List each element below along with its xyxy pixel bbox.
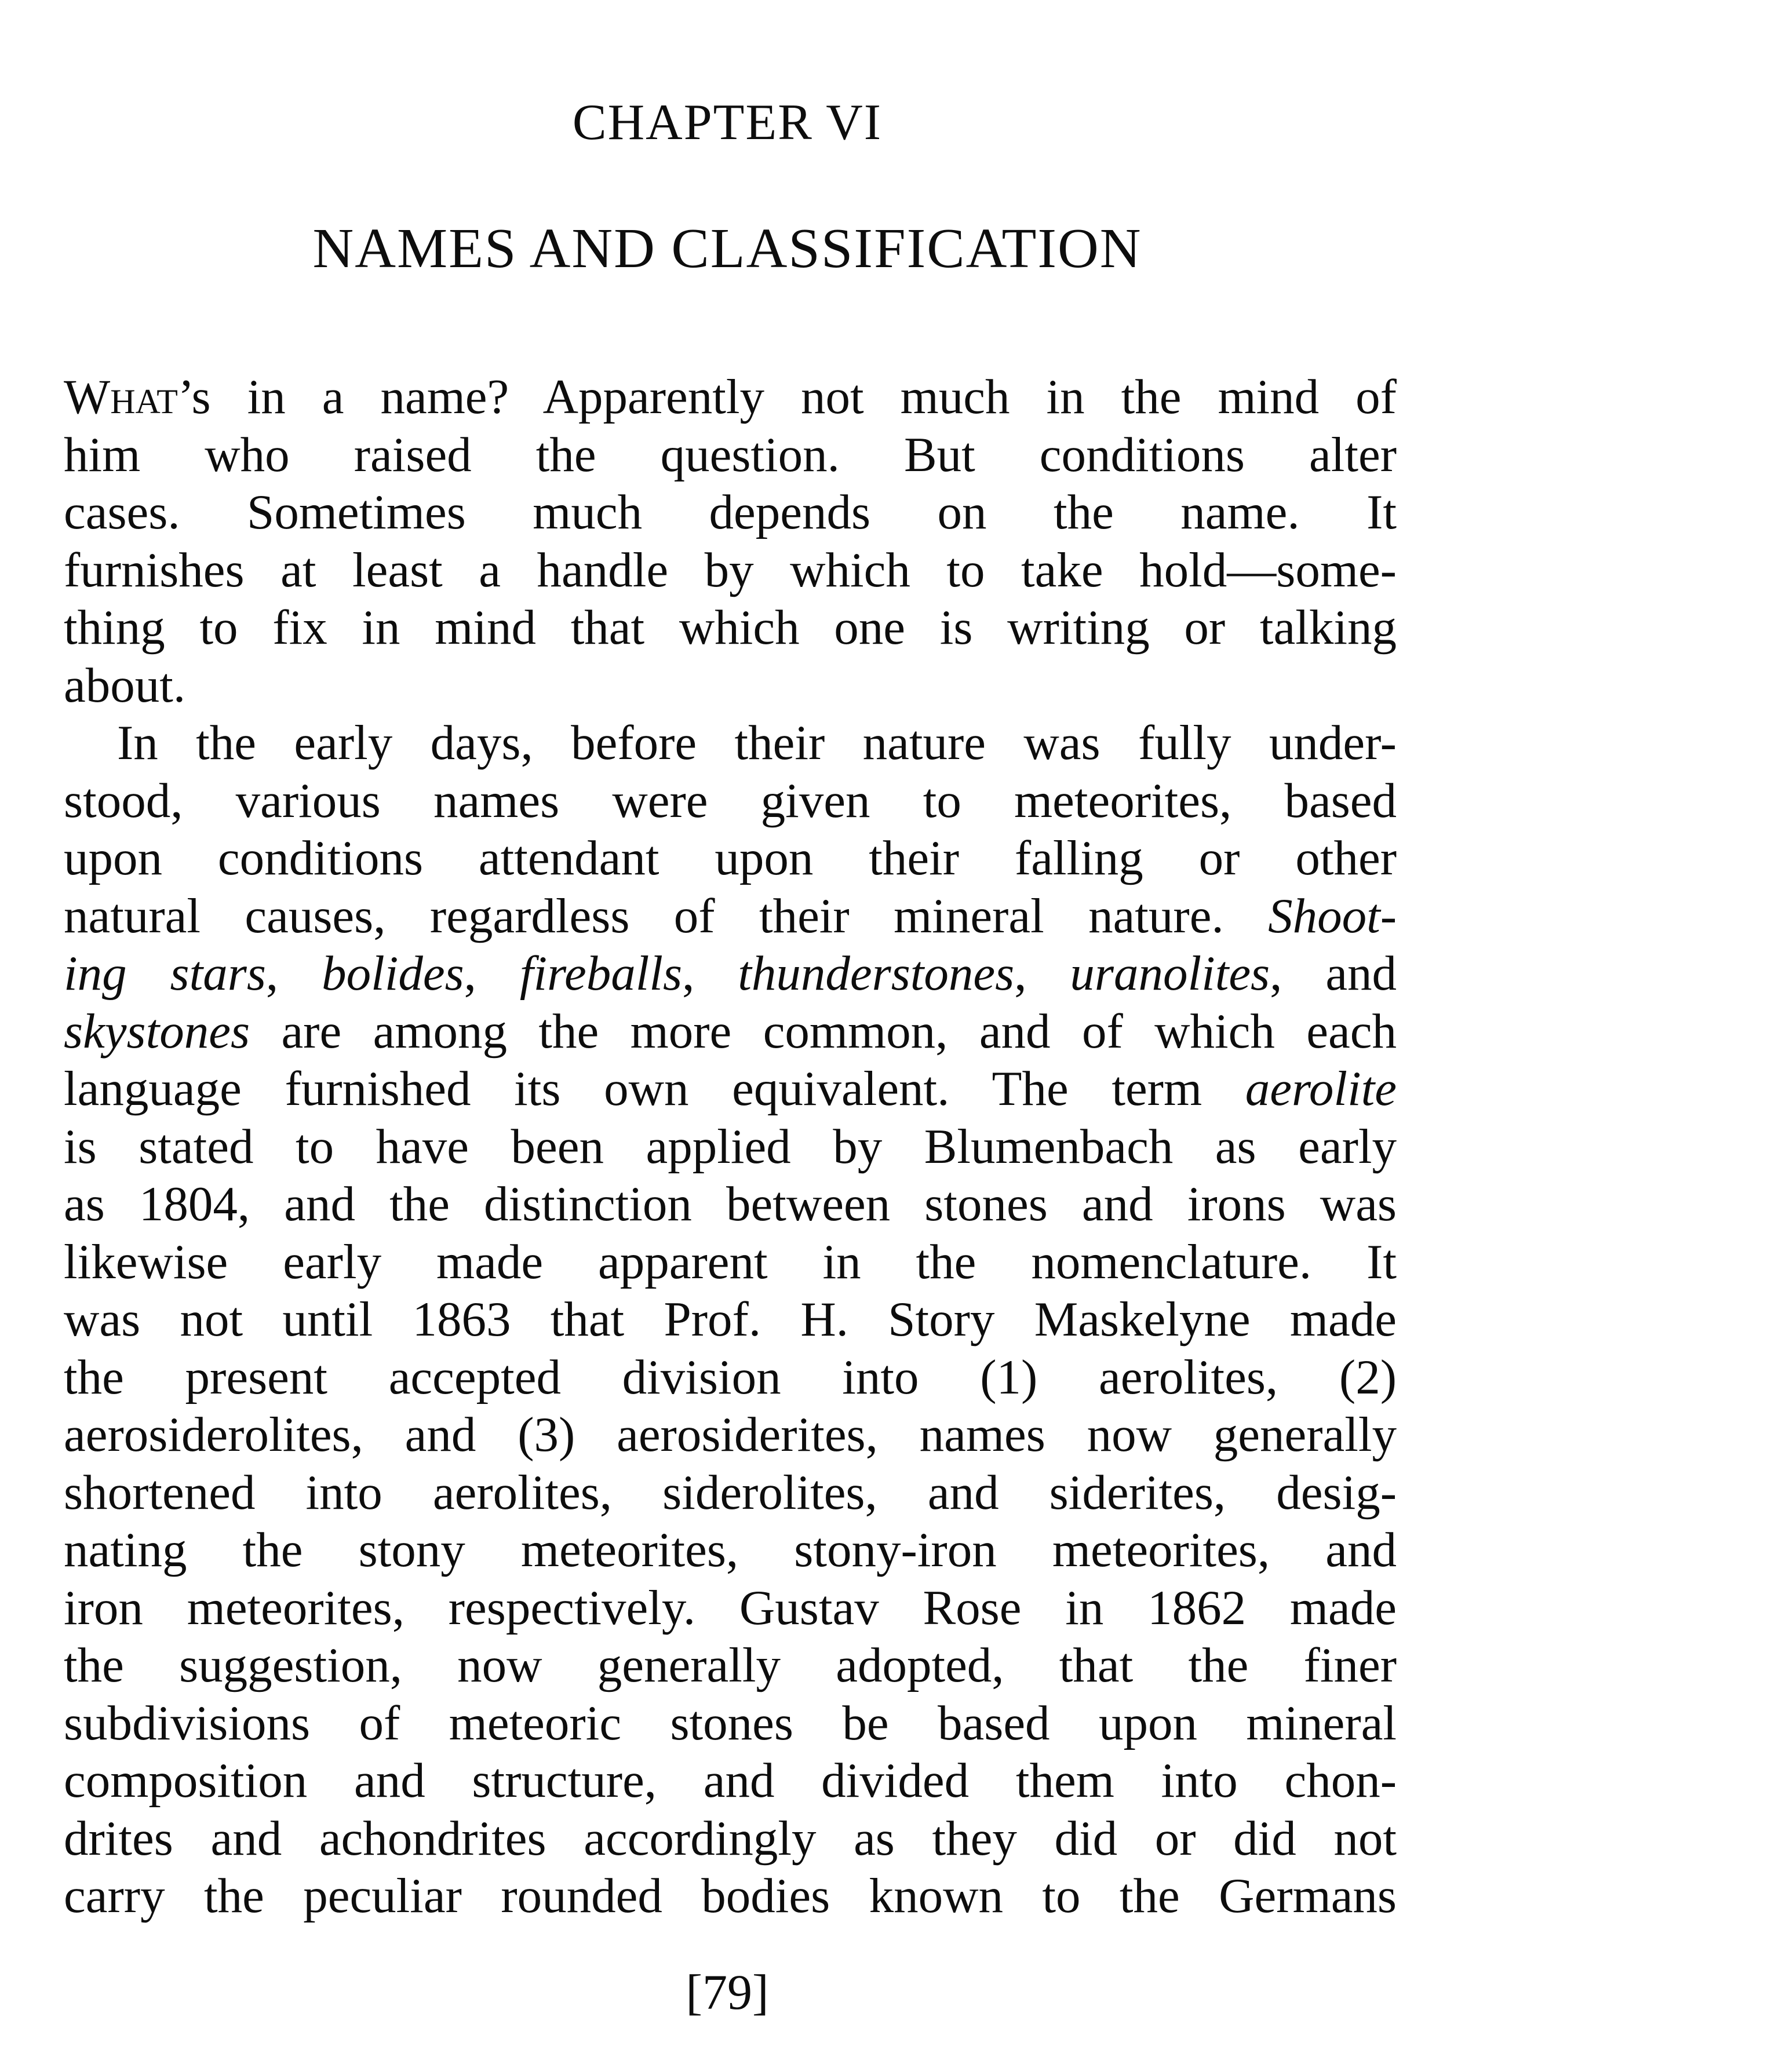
text-line: furnishes at least a handle by which to take hold—some- [64, 542, 1397, 597]
text-line: drites and achondrites accordingly as they did or did not [64, 1811, 1397, 1866]
chapter-label: CHAPTER VI [572, 94, 883, 151]
text-line: In the early days, before their nature was fully under- [117, 716, 1397, 770]
text-line: is stated to have been applied by Blumenbach as early [64, 1119, 1397, 1174]
text-line: thing to fix in mind that which one is writing or talking [64, 600, 1397, 655]
text-line: iron meteorites, respectively. Gustav Rose in 1862 made [64, 1580, 1397, 1635]
text-line: skystones are among the more common, and of which each [64, 1004, 1397, 1059]
text-line: language furnished its own equivalent. The term aerolite [64, 1061, 1397, 1116]
text-line: aerosiderolites, and (3) aerosiderites, names now generally [64, 1407, 1397, 1462]
text-line: stood, various names were given to meteorites, based [64, 773, 1397, 828]
page-number: [79] [686, 1964, 769, 2020]
text-line: shortened into aerolites, siderolites, and siderites, desig- [64, 1465, 1397, 1520]
text-line: as 1804, and the distinction between stones and irons was [64, 1177, 1397, 1231]
text-line: nating the stony meteorites, stony-iron meteorites, and [64, 1523, 1397, 1577]
text-line: carry the peculiar rounded bodies known to the Germans [64, 1869, 1397, 1923]
text-line: likewise early made apparent in the nomenclature. It [64, 1234, 1397, 1289]
text-line: upon conditions attendant upon their falling or other [64, 831, 1397, 885]
text-line: him who raised the question. But conditions alter [64, 427, 1397, 482]
text-line: composition and structure, and divided them into chon- [64, 1753, 1397, 1808]
text-line: subdivisions of meteoric stones be based upon mineral [64, 1695, 1397, 1750]
text-line: ing stars, bolides, fireballs, thunderstones, uranolites, and [64, 946, 1397, 1001]
body-text [64, 369, 1397, 1925]
text-line: was not until 1863 that Prof. H. Story Maskelyne made [64, 1292, 1397, 1347]
chapter-title: NAMES AND CLASSIFICATION [312, 217, 1142, 280]
text-line: cases. Sometimes much depends on the name. It [64, 485, 1397, 539]
text-line: the present accepted division into (1) aerolites, (2) [64, 1349, 1397, 1405]
text-line: What’s in a name? Apparently not much in the mind of [64, 370, 1397, 424]
text-line: the suggestion, now generally adopted, that the finer [64, 1638, 1397, 1692]
lead-word: What [64, 370, 178, 424]
text-line: about. [64, 658, 186, 713]
text-line: natural causes, regardless of their mineral nature. Shoot- [64, 888, 1397, 943]
